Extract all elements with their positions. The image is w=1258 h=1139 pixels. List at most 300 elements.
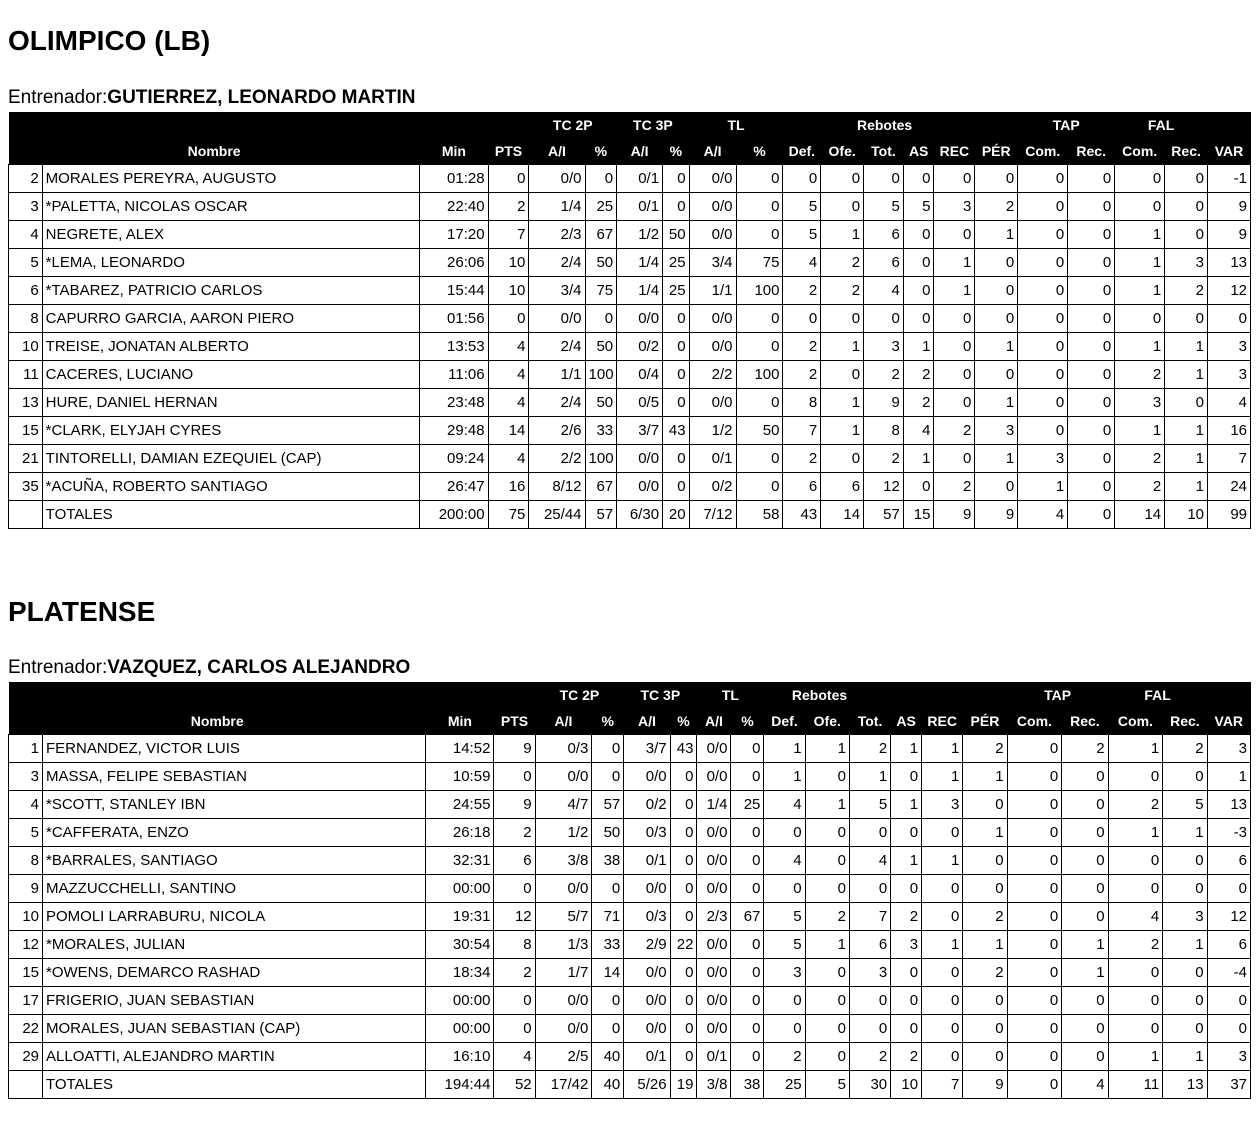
- stat-cell: 4/7: [535, 791, 592, 819]
- stat-cell: 12: [1207, 903, 1250, 931]
- stat-cell: 3/7: [617, 417, 663, 445]
- stat-cell: 200:00: [420, 501, 488, 529]
- stat-cell: 0: [1068, 305, 1115, 333]
- stat-cell: 0/0: [697, 875, 731, 903]
- stat-cell: 0: [1062, 903, 1108, 931]
- stat-cell: 1: [1115, 221, 1165, 249]
- stat-cell: 1: [1018, 473, 1068, 501]
- stat-cell: 0: [1062, 763, 1108, 791]
- stat-cell: 2: [903, 361, 934, 389]
- player-number: [9, 501, 43, 529]
- player-name: FRIGERIO, JUAN SEBASTIAN: [43, 987, 426, 1015]
- stat-cell: 0: [891, 819, 922, 847]
- stat-cell: 2: [783, 361, 821, 389]
- stat-cell: 8: [864, 417, 904, 445]
- stat-cell: 0: [963, 875, 1007, 903]
- stat-cell: 5: [764, 931, 805, 959]
- stat-cell: 1: [963, 763, 1007, 791]
- col-header: Rec.: [1062, 708, 1108, 735]
- player-name: *TABAREZ, PATRICIO CARLOS: [42, 277, 420, 305]
- col-header: VAR: [1207, 708, 1250, 735]
- stat-cell: 0: [731, 763, 764, 791]
- stat-cell: 1: [1108, 735, 1163, 763]
- stat-cell: 7: [783, 417, 821, 445]
- stat-cell: 6: [864, 221, 904, 249]
- stat-cell: 1: [1163, 1043, 1207, 1071]
- stat-cell: 6: [821, 473, 864, 501]
- box-score-table: [8, 682, 1251, 1099]
- stat-cell: 0: [821, 445, 864, 473]
- group-header-fal: FAL: [1108, 682, 1207, 708]
- stat-cell: 1: [922, 847, 963, 875]
- stat-cell: 75: [736, 249, 783, 277]
- stat-cell: 100: [736, 361, 783, 389]
- stat-cell: 0/0: [624, 875, 670, 903]
- stat-cell: 10: [1165, 501, 1208, 529]
- stat-cell: 6: [864, 249, 904, 277]
- stat-cell: 0/1: [617, 165, 663, 193]
- stat-cell: 0: [731, 959, 764, 987]
- stat-cell: 30:54: [426, 931, 494, 959]
- stat-cell: 50: [592, 819, 624, 847]
- player-row: [9, 221, 1251, 249]
- player-number: 13: [9, 389, 43, 417]
- stat-cell: 3/8: [535, 847, 592, 875]
- col-header: Com.: [1007, 708, 1062, 735]
- stat-cell: 0: [663, 445, 690, 473]
- player-row: [9, 931, 1251, 959]
- stat-cell: 26:47: [420, 473, 488, 501]
- stat-cell: 1/1: [689, 277, 736, 305]
- header-spacer: [1207, 682, 1250, 708]
- stat-cell: 1: [821, 333, 864, 361]
- stat-cell: 0: [1165, 221, 1208, 249]
- stat-cell: 0: [1165, 389, 1208, 417]
- col-header-nombre: Nombre: [9, 138, 420, 165]
- stat-cell: 11:06: [420, 361, 488, 389]
- stat-cell: 0: [736, 165, 783, 193]
- player-row: [9, 735, 1251, 763]
- player-number: 17: [9, 987, 43, 1015]
- stat-cell: 38: [592, 847, 624, 875]
- stat-cell: 9: [975, 501, 1018, 529]
- stat-cell: 01:56: [420, 305, 488, 333]
- stat-cell: 50: [585, 333, 617, 361]
- stat-cell: 4: [783, 249, 821, 277]
- stat-cell: 0: [849, 819, 890, 847]
- player-row: [9, 763, 1251, 791]
- stat-cell: 2: [1115, 473, 1165, 501]
- stat-cell: 22: [670, 931, 697, 959]
- stat-cell: 0: [1068, 389, 1115, 417]
- stat-cell: 0: [1115, 305, 1165, 333]
- stat-cell: 1: [975, 333, 1018, 361]
- stat-cell: 1/4: [529, 193, 585, 221]
- stat-cell: 0: [805, 959, 849, 987]
- stat-cell: 0: [1007, 847, 1062, 875]
- stat-cell: 6: [494, 847, 535, 875]
- stat-cell: 3: [922, 791, 963, 819]
- stat-cell: 0: [670, 763, 697, 791]
- stat-cell: 0/0: [697, 931, 731, 959]
- stat-cell: 2: [849, 735, 890, 763]
- stat-cell: 1/2: [535, 819, 592, 847]
- stat-cell: 1: [764, 763, 805, 791]
- stat-cell: 5: [783, 221, 821, 249]
- stat-cell: 0: [488, 305, 529, 333]
- stat-cell: 13: [1208, 249, 1251, 277]
- stat-cell: 0: [891, 875, 922, 903]
- stat-cell: 0: [1018, 193, 1068, 221]
- stat-cell: 0/0: [617, 473, 663, 501]
- stat-cell: 0: [963, 791, 1007, 819]
- stat-cell: 43: [783, 501, 821, 529]
- stat-cell: 0: [963, 987, 1007, 1015]
- stat-cell: 0: [731, 847, 764, 875]
- group-header-tl: TL: [697, 682, 764, 708]
- stat-cell: 1: [963, 819, 1007, 847]
- stat-cell: 0: [592, 735, 624, 763]
- stat-cell: 43: [670, 735, 697, 763]
- stat-cell: 2: [1115, 445, 1165, 473]
- player-number: 5: [9, 249, 43, 277]
- stat-cell: 5: [864, 193, 904, 221]
- stat-cell: 2/4: [529, 249, 585, 277]
- stat-cell: 1/3: [535, 931, 592, 959]
- col-header: A/I: [617, 138, 663, 165]
- player-name: MORALES, JUAN SEBASTIAN (CAP): [43, 1015, 426, 1043]
- stat-cell: 3: [891, 931, 922, 959]
- player-name: MORALES PEREYRA, AUGUSTO: [42, 165, 420, 193]
- stat-cell: 1: [891, 791, 922, 819]
- player-name: *MORALES, JULIAN: [43, 931, 426, 959]
- player-name: HURE, DANIEL HERNAN: [42, 389, 420, 417]
- stat-cell: 00:00: [426, 987, 494, 1015]
- stat-cell: 7: [849, 903, 890, 931]
- stat-cell: 0: [585, 305, 617, 333]
- player-name: MASSA, FELIPE SEBASTIAN: [43, 763, 426, 791]
- stat-cell: 2: [1115, 361, 1165, 389]
- player-number: 8: [9, 305, 43, 333]
- stat-cell: 0: [849, 1015, 890, 1043]
- stat-cell: 0: [805, 1043, 849, 1071]
- player-row: [9, 819, 1251, 847]
- stat-cell: 0: [805, 847, 849, 875]
- stat-cell: 6/30: [617, 501, 663, 529]
- player-row: [9, 1015, 1251, 1043]
- stat-cell: 17:20: [420, 221, 488, 249]
- stat-cell: 3/7: [624, 735, 670, 763]
- stat-cell: 0: [731, 875, 764, 903]
- stat-cell: 0: [975, 165, 1018, 193]
- stat-cell: 40: [592, 1043, 624, 1071]
- stat-cell: 3: [1208, 333, 1251, 361]
- stat-cell: 0: [1007, 791, 1062, 819]
- box-score-table: [8, 112, 1251, 529]
- player-number: 15: [9, 959, 43, 987]
- stat-cell: 0/0: [697, 819, 731, 847]
- stat-cell: 25: [585, 193, 617, 221]
- stat-cell: 0/0: [689, 333, 736, 361]
- col-header: Min: [420, 138, 488, 165]
- stat-cell: 2/9: [624, 931, 670, 959]
- stat-cell: 1: [963, 931, 1007, 959]
- col-header: %: [663, 138, 690, 165]
- stat-cell: 5: [1163, 791, 1207, 819]
- player-row: [9, 417, 1251, 445]
- player-name: POMOLI LARRABURU, NICOLA: [43, 903, 426, 931]
- coach-name: GUTIERREZ, LEONARDO MARTIN: [107, 87, 416, 108]
- stat-cell: 4: [1108, 903, 1163, 931]
- stat-cell: 0: [1007, 987, 1062, 1015]
- stat-cell: 0: [821, 165, 864, 193]
- stat-cell: 1: [805, 735, 849, 763]
- stat-cell: 1: [891, 847, 922, 875]
- stat-cell: 0: [1207, 875, 1250, 903]
- player-name: *ACUÑA, ROBERTO SANTIAGO: [42, 473, 420, 501]
- stat-cell: 0: [1108, 847, 1163, 875]
- stat-cell: 1: [975, 445, 1018, 473]
- stat-cell: 4: [488, 333, 529, 361]
- stat-cell: 0: [1018, 417, 1068, 445]
- stat-cell: 0/0: [617, 305, 663, 333]
- stat-cell: 10: [488, 249, 529, 277]
- stat-cell: 7: [922, 1071, 963, 1099]
- stat-cell: 2: [1163, 735, 1207, 763]
- stat-cell: 2/3: [697, 903, 731, 931]
- stat-cell: 0: [592, 763, 624, 791]
- stat-cell: 1: [821, 417, 864, 445]
- stat-cell: 0: [783, 165, 821, 193]
- stat-cell: 0/0: [689, 165, 736, 193]
- stat-cell: 3: [934, 193, 975, 221]
- stat-cell: 0: [670, 819, 697, 847]
- stat-cell: 1: [1108, 819, 1163, 847]
- player-name: *BARRALES, SANTIAGO: [43, 847, 426, 875]
- stat-cell: 0: [1108, 987, 1163, 1015]
- stat-cell: 9: [934, 501, 975, 529]
- stat-cell: 0: [494, 763, 535, 791]
- col-header: VAR: [1208, 138, 1251, 165]
- stat-cell: 50: [736, 417, 783, 445]
- stat-cell: 0: [663, 473, 690, 501]
- stat-cell: 0/0: [697, 763, 731, 791]
- stat-cell: 3: [1207, 735, 1250, 763]
- stat-cell: 1: [1062, 931, 1108, 959]
- stat-cell: 0: [903, 165, 934, 193]
- stat-cell: 2/5: [535, 1043, 592, 1071]
- totals-row: [9, 501, 1251, 529]
- stat-cell: 33: [585, 417, 617, 445]
- stat-cell: 09:24: [420, 445, 488, 473]
- stat-cell: 4: [864, 277, 904, 305]
- stat-cell: 67: [585, 473, 617, 501]
- stat-cell: 6: [1207, 847, 1250, 875]
- stat-cell: 0: [903, 277, 934, 305]
- stat-cell: 0: [1007, 875, 1062, 903]
- player-name: TREISE, JONATAN ALBERTO: [42, 333, 420, 361]
- stat-cell: 14: [488, 417, 529, 445]
- stat-cell: 2: [494, 959, 535, 987]
- stat-cell: 16:10: [426, 1043, 494, 1071]
- stat-cell: 0: [1018, 305, 1068, 333]
- stat-cell: 1/2: [617, 221, 663, 249]
- stat-cell: 1: [1115, 333, 1165, 361]
- stat-cell: 0: [1018, 221, 1068, 249]
- stat-cell: 5: [805, 1071, 849, 1099]
- stat-cell: 32:31: [426, 847, 494, 875]
- stat-cell: 2: [891, 1043, 922, 1071]
- coach-line: [8, 657, 410, 679]
- stat-cell: 3/4: [689, 249, 736, 277]
- stat-cell: 25: [663, 277, 690, 305]
- player-row: [9, 361, 1251, 389]
- stat-cell: 0: [736, 305, 783, 333]
- stat-cell: 0/4: [617, 361, 663, 389]
- stat-cell: 8/12: [529, 473, 585, 501]
- stat-cell: 0/0: [535, 875, 592, 903]
- player-row: [9, 445, 1251, 473]
- player-name: CACERES, LUCIANO: [42, 361, 420, 389]
- stat-cell: 0: [963, 847, 1007, 875]
- col-header: Com.: [1108, 708, 1163, 735]
- stat-cell: 26:18: [426, 819, 494, 847]
- stat-cell: 2: [783, 445, 821, 473]
- stat-cell: 0: [663, 361, 690, 389]
- stat-cell: 0: [1068, 165, 1115, 193]
- stat-cell: 0: [1018, 333, 1068, 361]
- stat-cell: 1: [764, 735, 805, 763]
- group-header-tl: TL: [689, 112, 783, 138]
- stat-cell: 4: [488, 389, 529, 417]
- stat-cell: 2: [1108, 791, 1163, 819]
- stat-cell: 11: [1108, 1071, 1163, 1099]
- stat-cell: 1: [1163, 931, 1207, 959]
- stat-cell: 0: [1163, 1015, 1207, 1043]
- player-number: 5: [9, 819, 43, 847]
- stat-cell: 0: [1163, 987, 1207, 1015]
- team-section-platense: [8, 570, 1251, 1139]
- stat-cell: 0: [903, 249, 934, 277]
- stat-cell: 5/7: [535, 903, 592, 931]
- stat-cell: 0: [805, 987, 849, 1015]
- stat-cell: 0: [1068, 333, 1115, 361]
- player-name: TOTALES: [43, 1071, 426, 1099]
- stat-cell: 0/0: [697, 987, 731, 1015]
- stat-cell: 0/1: [689, 445, 736, 473]
- stat-cell: 3: [864, 333, 904, 361]
- col-header: REC: [922, 708, 963, 735]
- player-row: [9, 473, 1251, 501]
- player-number: 15: [9, 417, 43, 445]
- stat-cell: 0: [670, 791, 697, 819]
- player-number: 11: [9, 361, 43, 389]
- stat-cell: 100: [585, 361, 617, 389]
- col-header: Def.: [764, 708, 805, 735]
- stat-cell: 0: [922, 987, 963, 1015]
- stat-cell: 3: [764, 959, 805, 987]
- stat-cell: 2: [821, 277, 864, 305]
- player-number: 3: [9, 763, 43, 791]
- stat-cell: 0: [975, 305, 1018, 333]
- stat-cell: 0: [922, 875, 963, 903]
- stat-cell: 0/0: [697, 847, 731, 875]
- stat-cell: 00:00: [426, 1015, 494, 1043]
- header-spacer: [1208, 112, 1251, 138]
- stat-cell: 6: [849, 931, 890, 959]
- stat-cell: 25: [663, 249, 690, 277]
- stat-cell: 0: [1062, 1015, 1108, 1043]
- stat-cell: 10:59: [426, 763, 494, 791]
- stat-cell: 14:52: [426, 735, 494, 763]
- stat-cell: 4: [488, 361, 529, 389]
- stat-cell: 0: [663, 333, 690, 361]
- stat-cell: 0/0: [624, 987, 670, 1015]
- group-header-tc2p: TC 2P: [535, 682, 624, 708]
- stat-cell: 0: [934, 305, 975, 333]
- stat-cell: 75: [585, 277, 617, 305]
- stat-cell: 5: [849, 791, 890, 819]
- player-name: FERNANDEZ, VICTOR LUIS: [43, 735, 426, 763]
- stat-cell: 0/3: [624, 819, 670, 847]
- stat-cell: 0: [1007, 931, 1062, 959]
- player-name: *LEMA, LEONARDO: [42, 249, 420, 277]
- stat-cell: 01:28: [420, 165, 488, 193]
- coach-name: VAZQUEZ, CARLOS ALEJANDRO: [107, 657, 411, 678]
- stat-cell: 0/3: [624, 903, 670, 931]
- player-name: *PALETTA, NICOLAS OSCAR: [42, 193, 420, 221]
- col-header: PTS: [488, 138, 529, 165]
- stat-cell: 2: [488, 193, 529, 221]
- player-number: [9, 1071, 43, 1099]
- col-header: A/I: [689, 138, 736, 165]
- player-number: 22: [9, 1015, 43, 1043]
- stat-cell: 0: [731, 931, 764, 959]
- stat-cell: 0: [934, 445, 975, 473]
- stat-cell: 0: [783, 305, 821, 333]
- stat-cell: 0: [663, 305, 690, 333]
- group-header-tap: TAP: [1018, 112, 1115, 138]
- stat-cell: 1: [934, 249, 975, 277]
- stat-cell: 3: [1163, 903, 1207, 931]
- stat-cell: 1: [891, 735, 922, 763]
- stat-cell: 0: [1163, 959, 1207, 987]
- stat-cell: 0: [1007, 959, 1062, 987]
- stat-cell: 3/4: [529, 277, 585, 305]
- stat-cell: 16: [488, 473, 529, 501]
- stat-cell: 0: [1207, 1015, 1250, 1043]
- player-number: 9: [9, 875, 43, 903]
- stat-cell: 0: [670, 1015, 697, 1043]
- stat-cell: 5: [783, 193, 821, 221]
- stat-cell: 2: [1062, 735, 1108, 763]
- stat-cell: 0: [1018, 361, 1068, 389]
- stat-cell: 0: [849, 875, 890, 903]
- stat-cell: 0: [963, 1015, 1007, 1043]
- group-header-tc2p: TC 2P: [529, 112, 617, 138]
- player-number: 3: [9, 193, 43, 221]
- stat-cell: 18:34: [426, 959, 494, 987]
- stat-cell: 57: [585, 501, 617, 529]
- stat-cell: 0: [821, 193, 864, 221]
- stat-cell: 20: [663, 501, 690, 529]
- stat-cell: 1: [922, 763, 963, 791]
- col-header: AS: [891, 708, 922, 735]
- player-number: 1: [9, 735, 43, 763]
- col-header-nombre: Nombre: [9, 708, 426, 735]
- stat-cell: 0: [975, 277, 1018, 305]
- stat-cell: 24:55: [426, 791, 494, 819]
